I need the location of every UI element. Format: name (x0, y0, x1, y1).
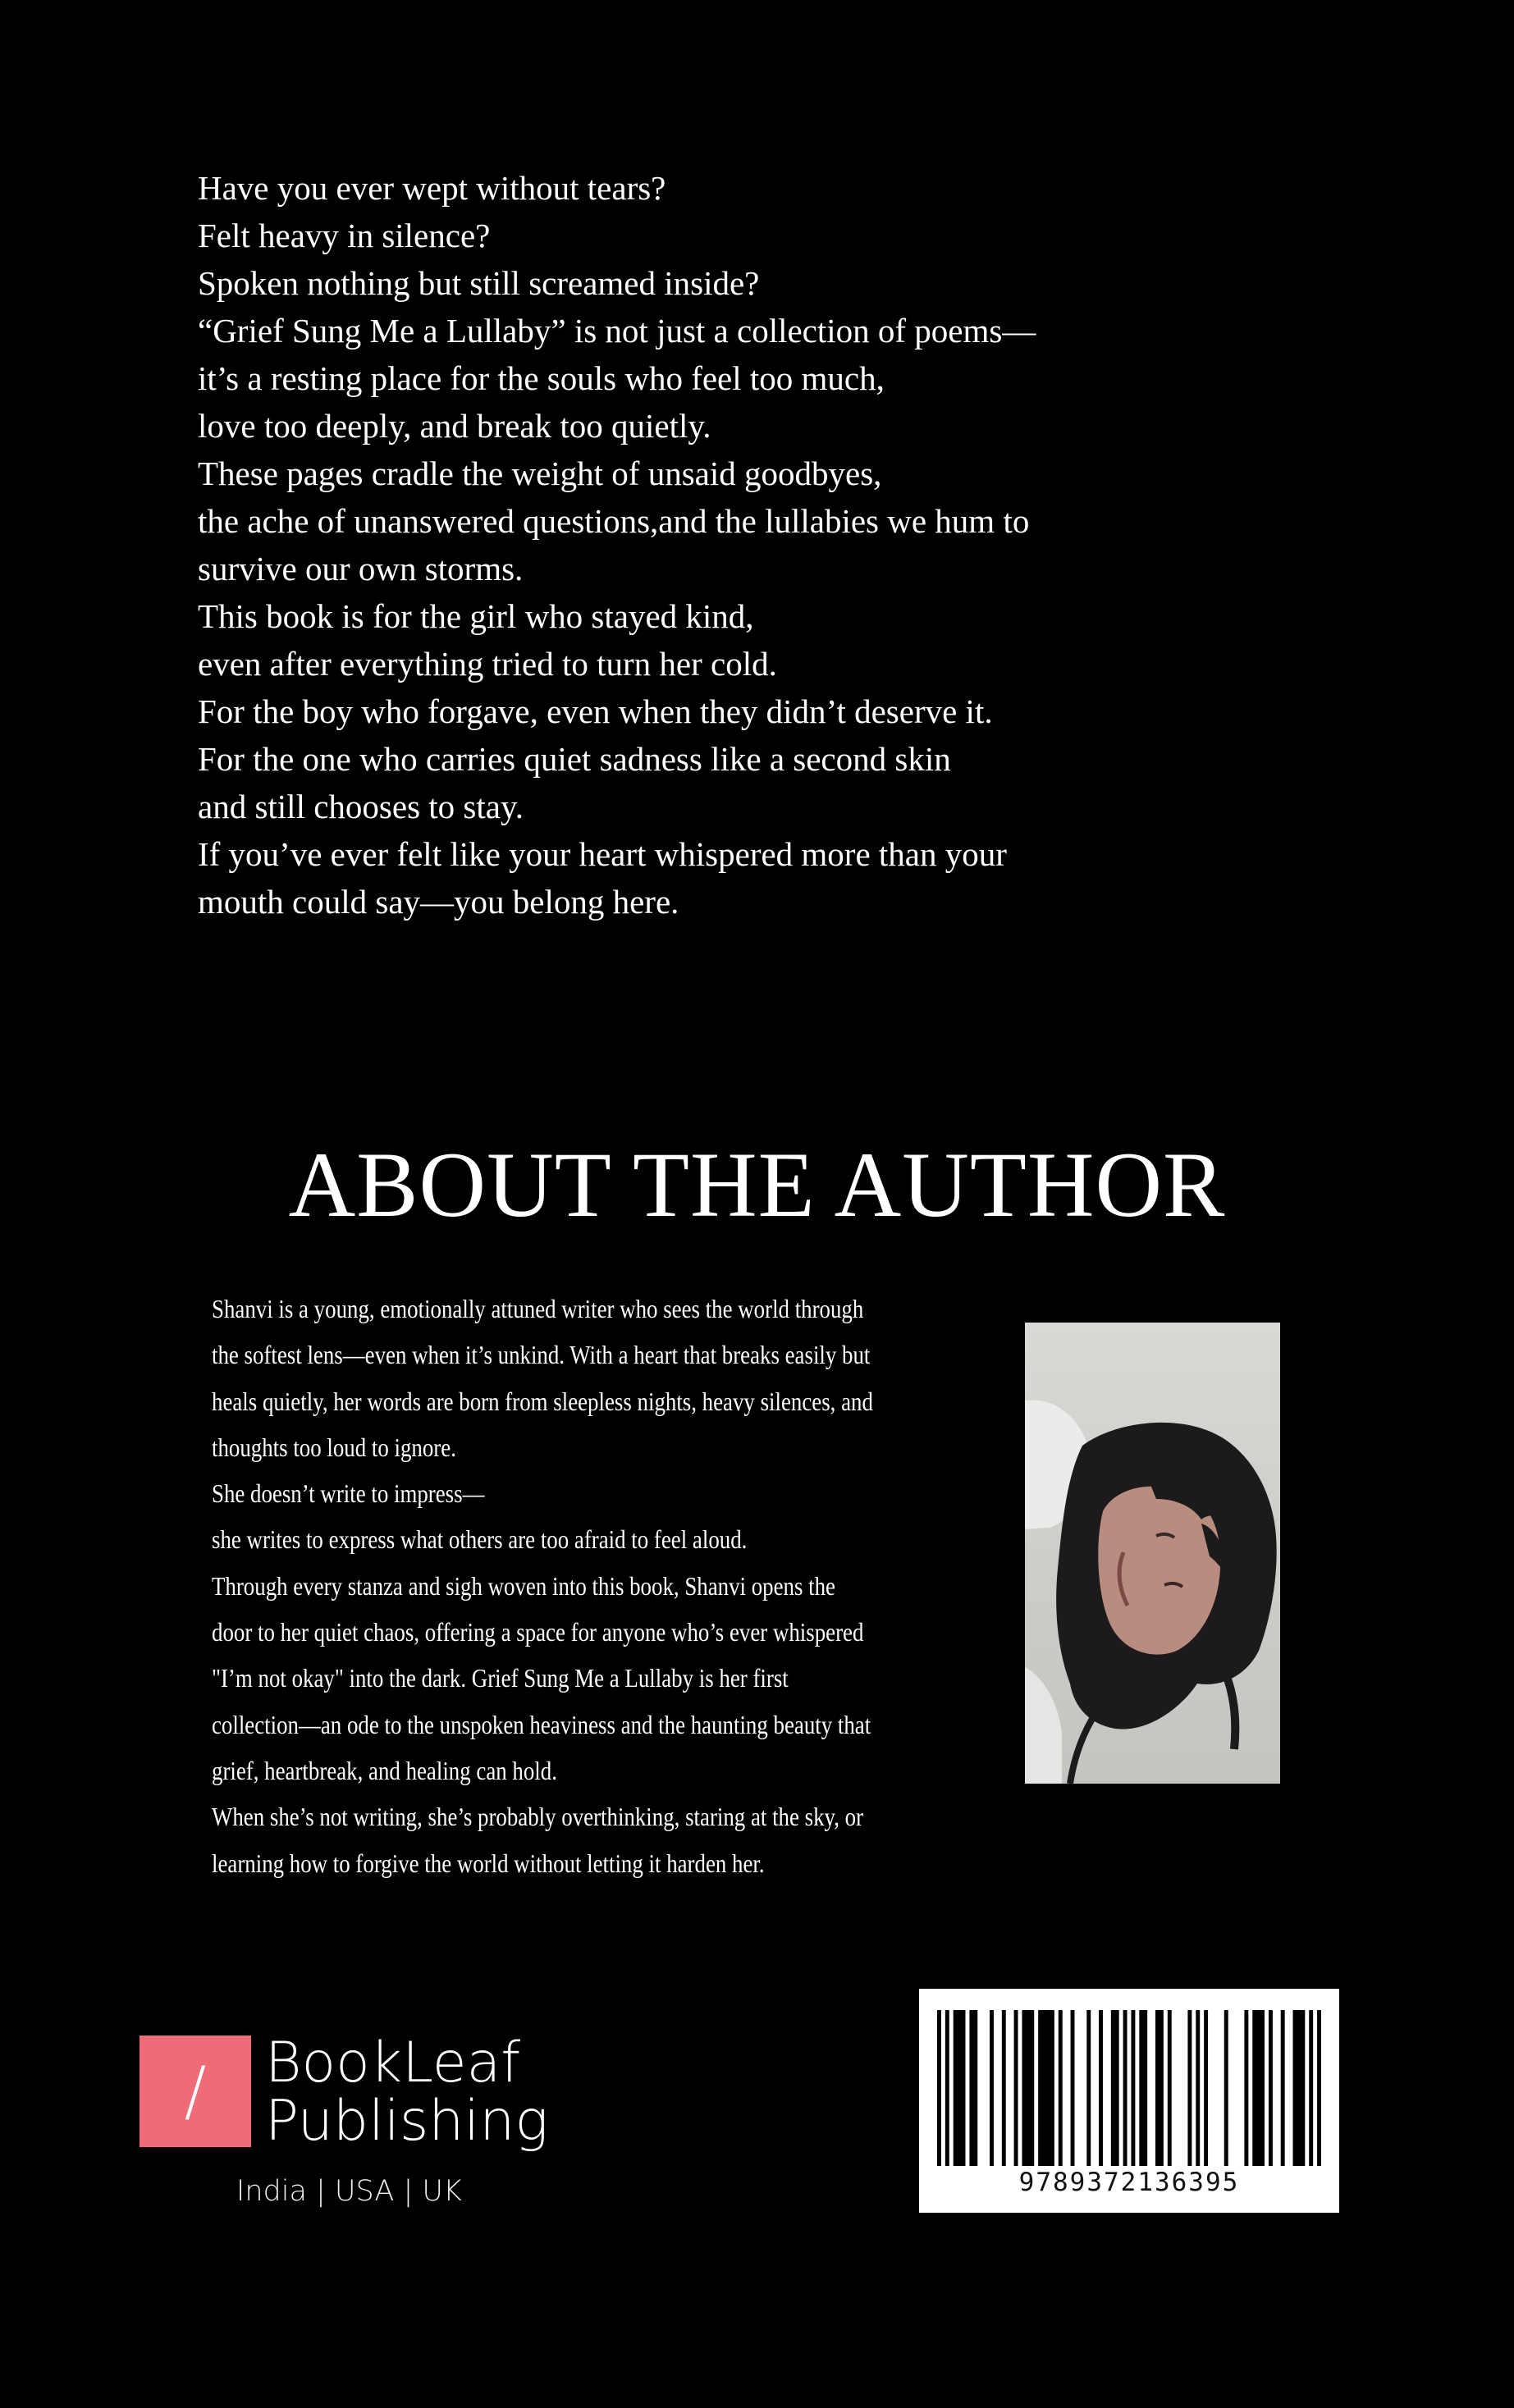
publisher-name-line1: BookLeaf (265, 2031, 521, 2095)
barcode-bars (937, 2010, 1321, 2166)
barcode-bar (945, 2010, 949, 2166)
barcode-bar (1187, 2010, 1192, 2166)
barcode-bar (937, 2010, 941, 2166)
barcode-bar (1022, 2010, 1034, 2166)
barcode-bar (969, 2010, 977, 2166)
barcode-bar (1293, 2010, 1306, 2166)
barcode-bar (1071, 2010, 1075, 2166)
blurb-line: These pages cradle the weight of unsaid goodbyes, (198, 455, 882, 492)
blurb-line: it’s a resting place for the souls who feel too much, (198, 359, 885, 397)
blurb-line: For the boy who forgave, even when they didn’t deserve it. (198, 692, 993, 730)
isbn-barcode (919, 1989, 1339, 2213)
publisher-name (265, 2031, 549, 2154)
barcode-bar (1111, 2010, 1119, 2166)
barcode-bar (1059, 2010, 1063, 2166)
author-photo (1025, 1323, 1280, 1784)
slash-icon: / (184, 2053, 207, 2129)
about-author-heading: ABOUT THE AUTHOR (288, 1134, 1226, 1236)
author-bio (212, 1286, 999, 1886)
isbn-number: 9789372136395 (1018, 2168, 1240, 2197)
publisher-name-line2: Publishing (265, 2089, 549, 2154)
blurb-line: survive our own storms. (198, 550, 524, 587)
blurb-line: mouth could say—you belong here. (198, 883, 679, 921)
blurb-line: “Grief Sung Me a Lullaby” is not just a collection of poems— (198, 312, 1036, 350)
blurb-line: If you’ve ever felt like your heart whispered more than your (198, 835, 1007, 873)
barcode-bar (1281, 2010, 1285, 2166)
barcode-bar (1086, 2010, 1091, 2166)
bio-line: collection—an ode to the unspoken heaviness and the haunting beauty that (212, 1709, 871, 1739)
publisher-logo-mark (140, 2036, 251, 2147)
bio-line: thoughts too loud to ignore. (212, 1432, 456, 1462)
barcode-bar (1131, 2010, 1135, 2166)
blurb-line: Have you ever wept without tears? (198, 169, 666, 207)
barcode-bar (1252, 2010, 1265, 2166)
barcode-bar (1244, 2010, 1248, 2166)
bio-line: learning how to forgive the world without letting it harden her. (212, 1848, 765, 1878)
bio-line: she writes to express what others are too afraid to feel aloud. (212, 1524, 748, 1555)
blurb-line: Felt heavy in silence? (198, 217, 491, 254)
blurb-line: and still chooses to stay. (198, 788, 524, 825)
barcode-bar (1204, 2010, 1208, 2166)
author-portrait-illustration (1025, 1323, 1280, 1784)
blurb-line: the ache of unanswered questions,and the lullabies we hum to (198, 502, 1030, 540)
barcode-bar (1014, 2010, 1018, 2166)
publisher-regions: India | USA | UK (236, 2175, 462, 2208)
bio-line: the softest lens—even when it’s unkind. With a heart that breaks easily but (212, 1340, 871, 1370)
barcode-bar (954, 2010, 966, 2166)
barcode-bar (1309, 2010, 1313, 2166)
bio-line: heals quietly, her words are born from sleepless nights, heavy silences, and (212, 1386, 873, 1416)
bio-line: grief, heartbreak, and healing can hold. (212, 1755, 557, 1785)
blurb-line: For the one who carries quiet sadness like a second skin (198, 740, 951, 778)
barcode-bar (1099, 2010, 1103, 2166)
barcode-bar (1196, 2010, 1200, 2166)
barcode-bar (1038, 2010, 1054, 2166)
barcode-bar (990, 2010, 994, 2166)
barcode-bar (1123, 2010, 1127, 2166)
bio-line: Through every stanza and sigh woven into this book, Shanvi opens the (212, 1570, 835, 1601)
blurb-line: Spoken nothing but still screamed inside? (198, 264, 760, 302)
back-cover-blurb (198, 164, 1182, 925)
bio-line: "I’m not okay" into the dark. Grief Sung Me a Lullaby is her first (212, 1663, 789, 1693)
blurb-line: love too deeply, and break too quietly. (198, 407, 711, 445)
bio-line: When she’s not writing, she’s probably overthinking, staring at the sky, or (212, 1802, 864, 1832)
bio-line: Shanvi is a young, emotionally attuned writer who sees the world through (212, 1294, 864, 1323)
blurb-line: even after everything tried to turn her cold. (198, 645, 777, 683)
barcode-bar (1002, 2010, 1006, 2166)
barcode-bar (1155, 2010, 1164, 2166)
bio-line: She doesn’t write to impress— (212, 1478, 485, 1509)
bio-line: door to her quiet chaos, offering a space for anyone who’s ever whispered (212, 1617, 864, 1647)
barcode-bar (1224, 2010, 1228, 2166)
barcode-bar (1139, 2010, 1147, 2166)
barcode-bar (1317, 2010, 1321, 2166)
barcode-bar (1168, 2010, 1172, 2166)
barcode-bar (1269, 2010, 1273, 2166)
blurb-line: This book is for the girl who stayed kind, (198, 597, 754, 635)
